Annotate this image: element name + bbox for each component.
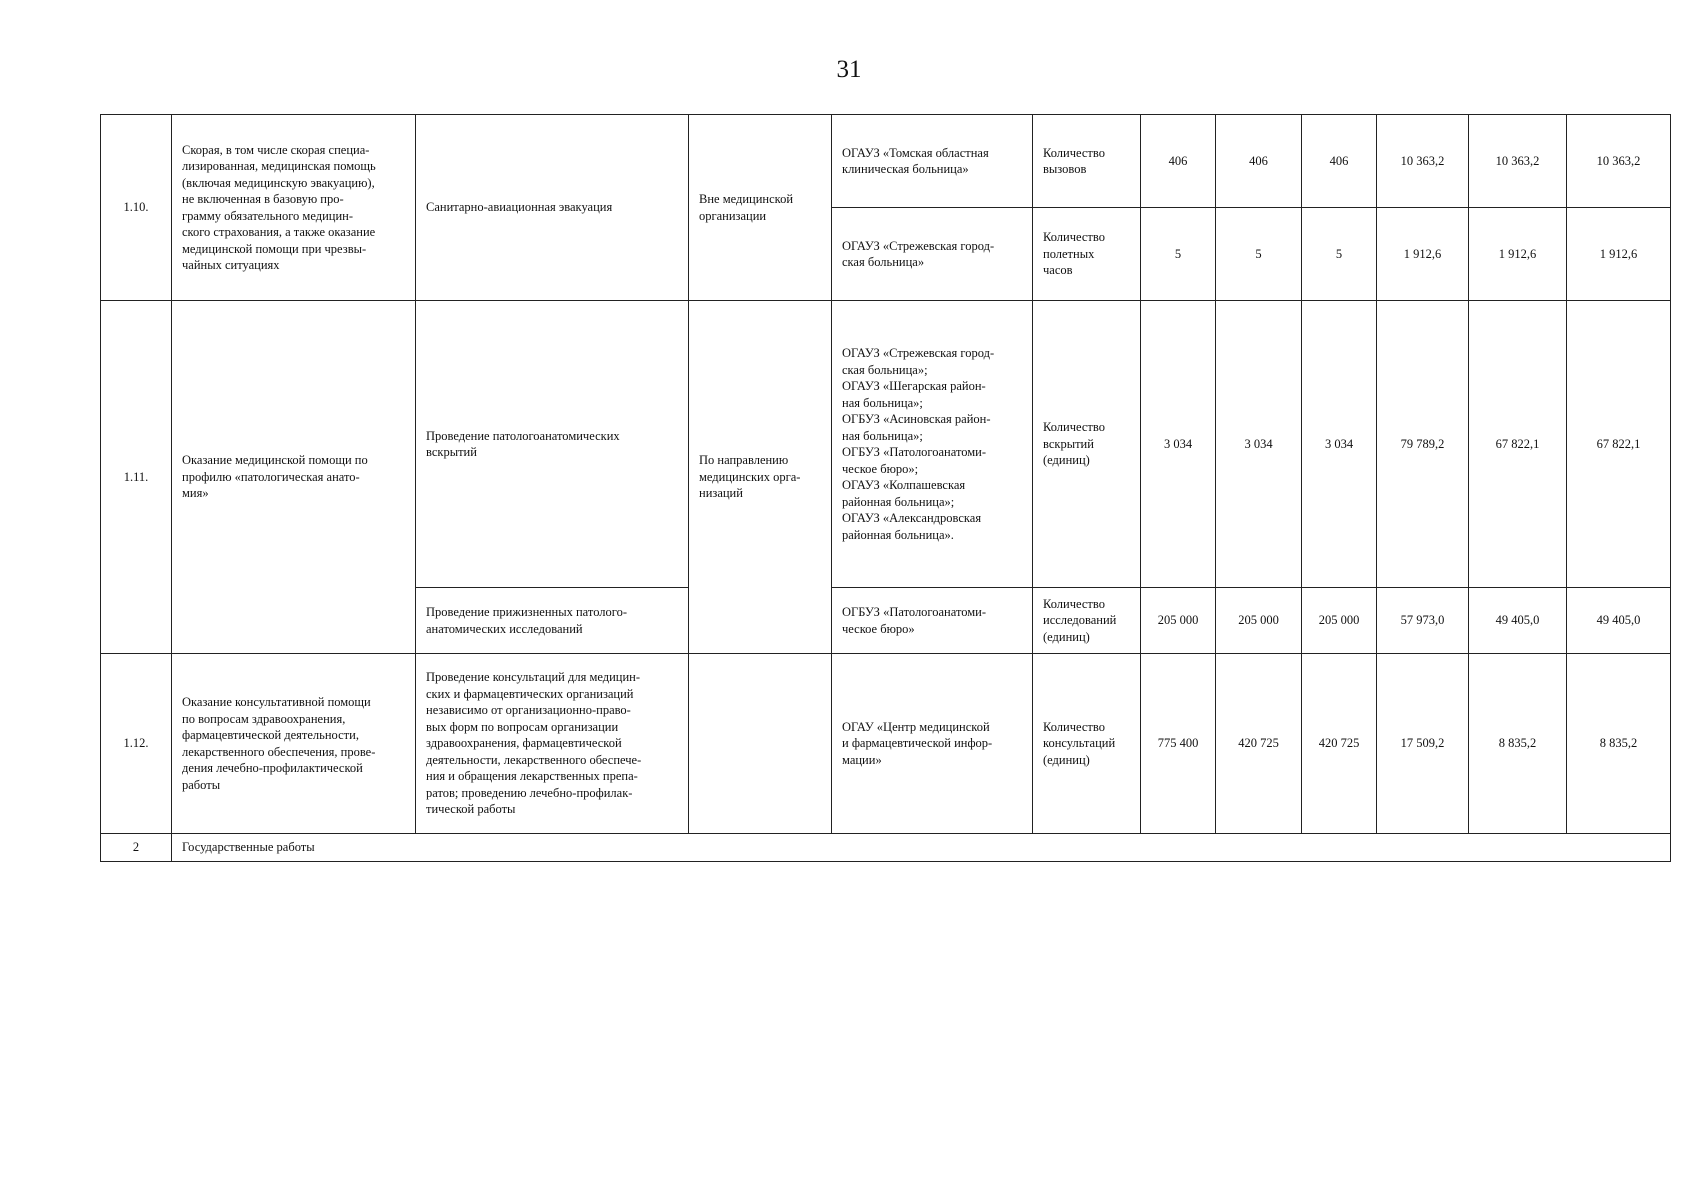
service-name: Скорая, в том числе скорая специа- лизированная, медицинская помощь (включая медицинскую эвакуацию), не включенная в базовую про- грамму обязательного медицин- ского страхования, а также оказание медицинской помощи при чрезвы- чайных ситуациях xyxy=(172,115,416,301)
finance-cell: 8 835,2 xyxy=(1469,654,1567,834)
finance-cell: 57 973,0 xyxy=(1377,588,1469,654)
finance-cell: 1 912,6 xyxy=(1567,208,1671,301)
finance-cell: 17 509,2 xyxy=(1377,654,1469,834)
section-title: Государственные работы xyxy=(172,834,1671,862)
volume-cell: 3 034 xyxy=(1216,301,1302,588)
volume-cell: 420 725 xyxy=(1302,654,1377,834)
volume-cell: 775 400 xyxy=(1141,654,1216,834)
service-conditions: Вне медицинской организации xyxy=(689,115,832,301)
institution-cell: ОГАУ «Центр медицинской и фармацевтической инфор- мации» xyxy=(832,654,1033,834)
institution-cell: ОГБУЗ «Патологоанатоми- ческое бюро» xyxy=(832,588,1033,654)
finance-cell: 67 822,1 xyxy=(1469,301,1567,588)
indicator-cell: Количество вызовов xyxy=(1033,115,1141,208)
service-conditions: По направлению медицинских орга- низаций xyxy=(689,301,832,654)
volume-cell: 205 000 xyxy=(1216,588,1302,654)
volume-cell: 5 xyxy=(1216,208,1302,301)
finance-cell: 1 912,6 xyxy=(1469,208,1567,301)
service-content: Проведение прижизненных патолого- анатомических исследований xyxy=(416,588,689,654)
service-content: Санитарно-авиационная эвакуация xyxy=(416,115,689,301)
table-row-2 xyxy=(101,834,1671,862)
indicator-cell: Количество консультаций (единиц) xyxy=(1033,654,1141,834)
finance-cell: 49 405,0 xyxy=(1469,588,1567,654)
table-row-1-12 xyxy=(101,654,1671,834)
volume-cell: 420 725 xyxy=(1216,654,1302,834)
row-index: 2 xyxy=(101,834,172,862)
finance-cell: 79 789,2 xyxy=(1377,301,1469,588)
service-name: Оказание медицинской помощи по профилю «патологическая анато- мия» xyxy=(172,301,416,654)
finance-cell: 1 912,6 xyxy=(1377,208,1469,301)
finance-cell: 49 405,0 xyxy=(1567,588,1671,654)
service-conditions xyxy=(689,654,832,834)
indicator-cell: Количество полетных часов xyxy=(1033,208,1141,301)
finance-cell: 10 363,2 xyxy=(1567,115,1671,208)
volume-cell: 3 034 xyxy=(1141,301,1216,588)
finance-cell: 10 363,2 xyxy=(1469,115,1567,208)
finance-cell: 10 363,2 xyxy=(1377,115,1469,208)
volume-cell: 3 034 xyxy=(1302,301,1377,588)
volume-cell: 5 xyxy=(1141,208,1216,301)
finance-cell: 67 822,1 xyxy=(1567,301,1671,588)
table-row-1-10 xyxy=(101,115,1671,208)
service-name: Оказание консультативной помощи по вопросам здравоохранения, фармацевтической деятельности, лекарственного обеспечения, прове- дения лечебно-профилактической работы xyxy=(172,654,416,834)
finance-cell: 8 835,2 xyxy=(1567,654,1671,834)
service-content: Проведение патологоанатомических вскрытий xyxy=(416,301,689,588)
row-index: 1.11. xyxy=(101,301,172,654)
indicator-cell: Количество вскрытий (единиц) xyxy=(1033,301,1141,588)
institution-cell: ОГАУЗ «Стрежевская город- ская больница» xyxy=(832,208,1033,301)
indicator-cell: Количество исследований (единиц) xyxy=(1033,588,1141,654)
services-table xyxy=(100,114,1671,862)
service-content: Проведение консультаций для медицин- ских и фармацевтических организаций независимо от организационно-право- вых форм по вопросам организации здравоохранения, фармацевтической деятельности, лекарственного обеспече- ния и обращения лекарственных препа- ратов; проведению лечебно-профилак- тической работы xyxy=(416,654,689,834)
row-index: 1.12. xyxy=(101,654,172,834)
volume-cell: 406 xyxy=(1216,115,1302,208)
institution-cell: ОГАУЗ «Томская областная клиническая больница» xyxy=(832,115,1033,208)
page-number: 31 xyxy=(836,56,862,83)
volume-cell: 205 000 xyxy=(1141,588,1216,654)
row-index: 1.10. xyxy=(101,115,172,301)
table-row-1-11 xyxy=(101,301,1671,588)
volume-cell: 406 xyxy=(1141,115,1216,208)
volume-cell: 205 000 xyxy=(1302,588,1377,654)
volume-cell: 5 xyxy=(1302,208,1377,301)
volume-cell: 406 xyxy=(1302,115,1377,208)
institution-cell: ОГАУЗ «Стрежевская город- ская больница»; ОГАУЗ «Шегарская район- ная больница»; ОГБУЗ «Асиновская район- ная больница»; ОГБУЗ «Патологоанатоми- ческое бюро»; ОГАУЗ «Колпашевская районная больница»; ОГАУЗ «Александровская районная больница». xyxy=(832,301,1033,588)
